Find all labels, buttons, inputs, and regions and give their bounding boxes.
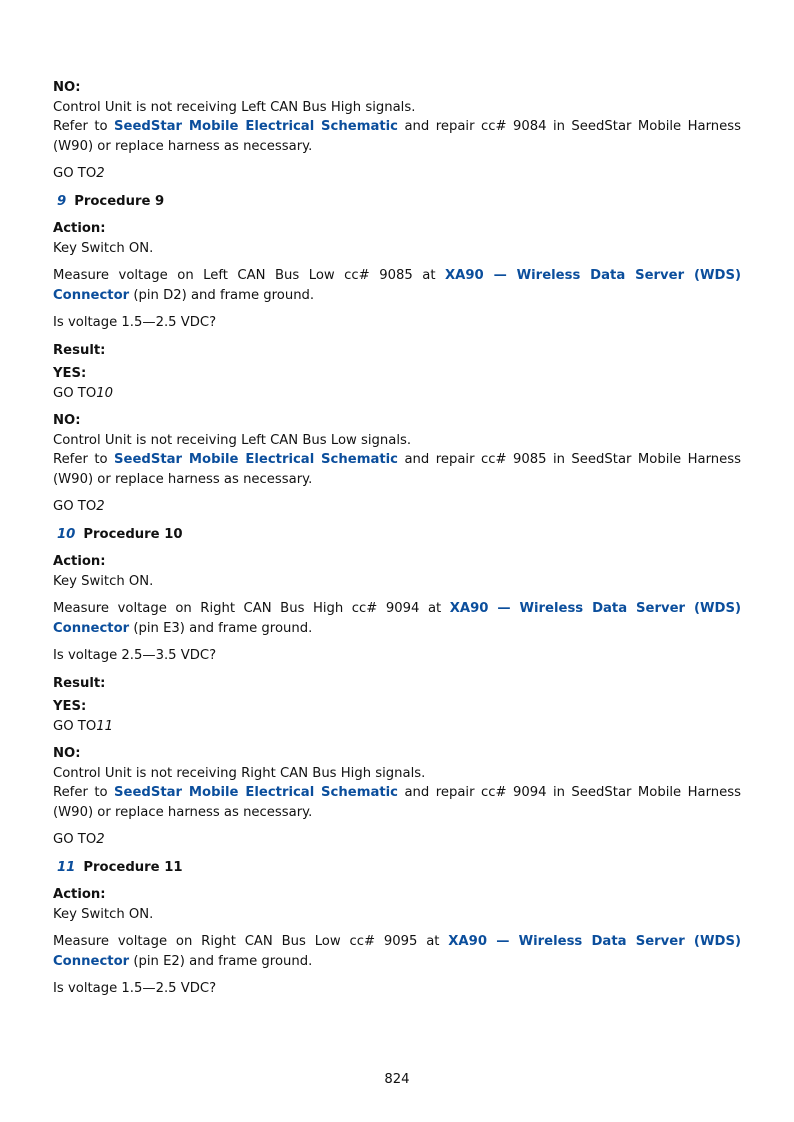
procedure-number: 10 [57, 526, 76, 542]
no-label: NO: [53, 80, 81, 95]
result-label: Result: [53, 342, 106, 358]
voltage-question: Is voltage 1.5—2.5 VDC? [53, 981, 217, 996]
action-label: Action: [53, 221, 106, 236]
goto-line: GO TO11 [53, 718, 114, 734]
yes-label: YES: [53, 366, 87, 381]
page-number: 824 [384, 1072, 410, 1087]
goto-line: GO TO2 [53, 166, 105, 181]
wds-connector-link[interactable]: XA90 — Wireless Data Server (WDS) Connector [53, 601, 741, 636]
document-body [53, 78, 741, 999]
no-description: Control Unit is not receiving Right CAN Bus High signals. Refer to SeedStar Mobile Electrical Schematic and repair cc# 9094 in SeedStar Mobile Harness (W90) or replace harness as necessary. [53, 765, 742, 820]
procedure-number: 11 [57, 859, 76, 875]
no-description: Control Unit is not receiving Left CAN Bus Low signals. Refer to SeedStar Mobile Electrical Schematic and repair cc# 9085 in SeedStar Mobile Harness (W90) or replace harness as necessary. [53, 432, 742, 487]
goto-step-link[interactable]: 2 [96, 166, 105, 181]
no-description: Control Unit is not receiving Left CAN Bus High signals. Refer to SeedStar Mobile Electrical Schematic and repair cc# 9084 in SeedStar Mobile Harness (W90) or replace harness as necessary. [53, 99, 742, 154]
wds-connector-link[interactable]: XA90 — Wireless Data Server (WDS) Connector [53, 268, 741, 303]
seedstar-schematic-link[interactable]: SeedStar Mobile Electrical Schematic [114, 452, 398, 467]
measure-instruction: Measure voltage on Left CAN Bus Low cc# 9085 at XA90 — Wireless Data Server (WDS) Connector (pin D2) and frame ground. [53, 268, 741, 303]
yes-label: YES: [53, 699, 87, 714]
goto-step-link[interactable]: 11 [96, 718, 114, 734]
result-label: Result: [53, 675, 106, 691]
goto-line: GO TO10 [53, 385, 114, 401]
seedstar-schematic-link[interactable]: SeedStar Mobile Electrical Schematic [114, 119, 398, 134]
wds-connector-link[interactable]: XA90 — Wireless Data Server (WDS) Connector [53, 934, 741, 969]
key-switch-text: Key Switch ON. [53, 906, 154, 922]
key-switch-text: Key Switch ON. [53, 240, 154, 256]
measure-instruction: Measure voltage on Right CAN Bus High cc# 9094 at XA90 — Wireless Data Server (WDS) Connector (pin E3) and frame ground. [53, 601, 741, 636]
procedure-heading-9: 9 Procedure 9 [57, 193, 165, 209]
no-label: NO: [53, 413, 81, 428]
action-label: Action: [53, 554, 106, 569]
voltage-question: Is voltage 1.5—2.5 VDC? [53, 315, 217, 330]
goto-step-link[interactable]: 2 [96, 499, 105, 514]
action-label: Action: [53, 887, 106, 902]
key-switch-text: Key Switch ON. [53, 573, 154, 589]
measure-instruction: Measure voltage on Right CAN Bus Low cc# 9095 at XA90 — Wireless Data Server (WDS) Connector (pin E2) and frame ground. [53, 934, 741, 969]
procedure-heading-10: 10 Procedure 10 [57, 526, 183, 542]
goto-step-link[interactable]: 2 [96, 832, 105, 847]
voltage-question: Is voltage 2.5—3.5 VDC? [53, 648, 217, 663]
procedure-heading-11: 11 Procedure 11 [57, 859, 183, 875]
goto-step-link[interactable]: 10 [96, 385, 114, 401]
procedure-number: 9 [57, 193, 67, 209]
no-label: NO: [53, 746, 81, 761]
goto-line: GO TO2 [53, 499, 105, 514]
goto-line: GO TO2 [53, 832, 105, 847]
seedstar-schematic-link[interactable]: SeedStar Mobile Electrical Schematic [114, 785, 398, 800]
